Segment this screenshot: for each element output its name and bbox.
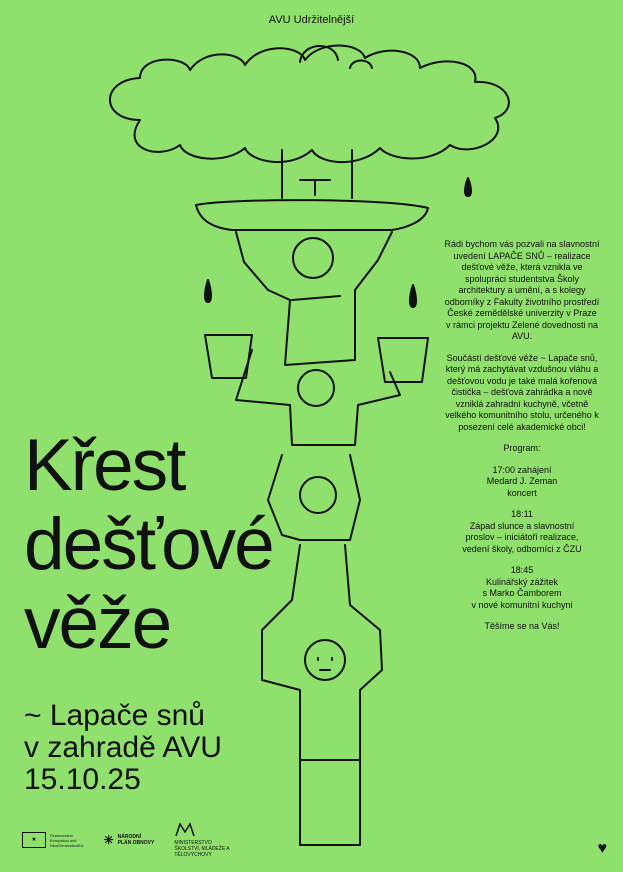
program-item bbox=[444, 509, 600, 555]
program-line: Medard J. Zeman bbox=[486, 476, 558, 486]
event-subtitle bbox=[24, 700, 222, 796]
subtitle-line-2: v zahradě AVU bbox=[24, 731, 222, 764]
program-line: s Marko Čamborem bbox=[482, 588, 562, 598]
program-time: 17:00 zahájení bbox=[492, 464, 552, 475]
drop-icon bbox=[410, 285, 416, 307]
npo-logo-text: NÁRODNÍ bbox=[117, 834, 141, 840]
subtitle-line-1: ~ Lapače snů bbox=[24, 699, 205, 732]
msmt-logo-text: MINISTERSTVO ŠKOLSTVÍ, MLÁDEŽE A TĚLOVÝCHOVY bbox=[174, 840, 230, 858]
program-item bbox=[444, 465, 600, 500]
msmt-logo bbox=[174, 822, 234, 858]
npo-logo-text: PLÁN OBNOVY bbox=[117, 840, 155, 846]
program-time: 18:45 bbox=[510, 565, 534, 575]
program-time: 18:11 bbox=[511, 509, 533, 519]
eu-flag-icon: ★ bbox=[22, 832, 46, 848]
eu-logo bbox=[22, 832, 84, 848]
closing-line: Těšíme se na Vás! bbox=[484, 621, 560, 631]
heart-icon: ♥ bbox=[597, 840, 607, 857]
program-line: Kulinářský zážitek bbox=[485, 576, 559, 587]
program-line: v nové komunitní kuchyni bbox=[471, 599, 573, 610]
bucket-right bbox=[378, 338, 428, 382]
program-line: vedení školy, odborníci z ČZU bbox=[462, 543, 582, 554]
header-label: AVU Udržitelnější bbox=[268, 14, 355, 26]
program-line: Západ slunce a slavnostní bbox=[469, 520, 575, 531]
cloud-icon bbox=[110, 46, 509, 163]
asterisk-icon: ✳ bbox=[103, 833, 114, 847]
msmt-emblem-icon bbox=[174, 822, 196, 838]
program-item bbox=[444, 565, 600, 611]
program-heading: Program: bbox=[503, 443, 541, 453]
event-title bbox=[24, 426, 273, 663]
drop-icon bbox=[465, 178, 471, 196]
title-line-3: věže bbox=[24, 583, 171, 664]
intro-paragraph: Rádi bychom vás pozvali na slavnostní uvedení LAPAČE SNŮ – realizace dešťové věže, která vznikla ve spolupráci studentstva Školy architektury a umění, a s kolegy odborníky z Fakulty životního prostředí České zemědělské univerzity v Praze v rámci projektu Zelené dovednosti na AVU. bbox=[444, 239, 600, 341]
drop-icon bbox=[205, 280, 211, 302]
eu-logo-text: Evropskou unií bbox=[50, 837, 77, 843]
title-line-2: dešťové bbox=[24, 504, 273, 585]
description-paragraph: Součástí dešťové věže ~ Lapače snů, který má zachytávat vzdušnou vláhu a dešťovou vodu je také malá kořenová čistička – dešťová zahrádka a nově vzniklá zahradní kuchyně, včetně velkého komunitního stolu, určeného k posezení celé akademické obci! bbox=[445, 352, 599, 432]
sponsor-logos bbox=[22, 822, 234, 858]
event-date: 15.10.25 bbox=[24, 763, 141, 796]
title-line-1: Křest bbox=[24, 425, 185, 506]
npo-logo bbox=[104, 834, 155, 846]
program-line: koncert bbox=[507, 487, 537, 498]
eu-logo-text: NextGenerationEU bbox=[50, 842, 84, 848]
info-column bbox=[444, 239, 600, 643]
program-line: proslov – iniciátoři realizace, bbox=[465, 532, 579, 542]
eu-logo-text: Financováno bbox=[50, 832, 73, 838]
